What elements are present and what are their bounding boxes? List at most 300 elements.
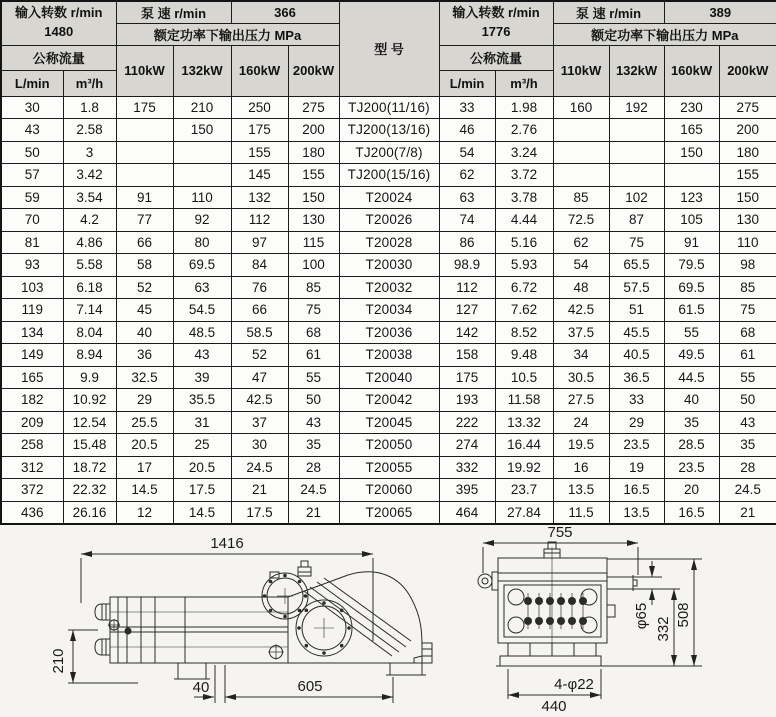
power-col-200-right: 200kW <box>719 45 776 96</box>
value-cell: 1.98 <box>495 96 553 119</box>
value-cell: 29 <box>609 411 664 434</box>
model-cell: T20030 <box>339 254 439 277</box>
side-base-dim: 605 <box>297 678 323 695</box>
value-cell: 63 <box>439 186 495 209</box>
model-cell: TJ200(13/16) <box>339 119 439 142</box>
value-cell: 75 <box>609 231 664 254</box>
value-cell: 40 <box>116 321 173 344</box>
value-cell: 21 <box>231 479 288 502</box>
value-cell: 274 <box>439 434 495 457</box>
value-cell: 97 <box>231 231 288 254</box>
power-col-200-left: 200kW <box>288 45 339 96</box>
value-cell: 74 <box>439 209 495 232</box>
value-cell: 258 <box>1 434 63 457</box>
value-cell <box>173 164 231 187</box>
value-cell: 76 <box>231 276 288 299</box>
value-cell: 436 <box>1 501 63 524</box>
model-cell: TJ200(11/16) <box>339 96 439 119</box>
value-cell: 27.84 <box>495 501 553 524</box>
value-cell: 3 <box>63 141 116 164</box>
value-cell <box>609 119 664 142</box>
value-cell: 24.5 <box>231 456 288 479</box>
value-cell: 30 <box>1 96 63 119</box>
value-cell: 34 <box>553 344 609 367</box>
value-cell: 17.5 <box>173 479 231 502</box>
input-speed-header-right <box>439 1 553 45</box>
value-cell: 16.5 <box>664 501 719 524</box>
value-cell: 63 <box>173 276 231 299</box>
value-cell: 165 <box>1 366 63 389</box>
model-cell: T20038 <box>339 344 439 367</box>
value-cell: 175 <box>116 96 173 119</box>
value-cell: 110 <box>173 186 231 209</box>
value-cell: 155 <box>288 164 339 187</box>
value-cell: 58.5 <box>231 321 288 344</box>
value-cell: 13.32 <box>495 411 553 434</box>
value-cell: 15.48 <box>63 434 116 457</box>
value-cell: 7.14 <box>63 299 116 322</box>
value-cell: 30.5 <box>553 366 609 389</box>
model-cell: T20050 <box>339 434 439 457</box>
value-cell: 81 <box>1 231 63 254</box>
value-cell: 112 <box>231 209 288 232</box>
value-cell: 175 <box>439 366 495 389</box>
value-cell: 92 <box>173 209 231 232</box>
table-row <box>1 321 776 344</box>
table-row <box>1 164 776 187</box>
value-cell: 61 <box>719 344 776 367</box>
model-cell: TJ200(7/8) <box>339 141 439 164</box>
side-height-dim: 210 <box>50 648 67 674</box>
value-cell <box>664 164 719 187</box>
value-cell: 26.16 <box>63 501 116 524</box>
value-cell: 50 <box>288 389 339 412</box>
table-row <box>1 119 776 142</box>
value-cell: 69.5 <box>173 254 231 277</box>
value-cell: 11.5 <box>553 501 609 524</box>
value-cell: 150 <box>288 186 339 209</box>
model-cell: T20032 <box>339 276 439 299</box>
end-shaft-dim: φ65 <box>633 602 650 630</box>
value-cell: 48.5 <box>173 321 231 344</box>
value-cell: 25.5 <box>116 411 173 434</box>
model-header: 型 号 <box>339 1 439 96</box>
value-cell: 115 <box>288 231 339 254</box>
value-cell: 29 <box>116 389 173 412</box>
value-cell: 68 <box>288 321 339 344</box>
unit-lmin-left: L/min <box>1 70 63 96</box>
value-cell: 149 <box>1 344 63 367</box>
value-cell: 28.5 <box>664 434 719 457</box>
value-cell: 119 <box>1 299 63 322</box>
value-cell: 52 <box>231 344 288 367</box>
table-row <box>1 501 776 524</box>
unit-m3h-left: m³/h <box>63 70 116 96</box>
value-cell: 134 <box>1 321 63 344</box>
value-cell: 100 <box>288 254 339 277</box>
table-row <box>1 276 776 299</box>
value-cell: 57.5 <box>609 276 664 299</box>
power-col-160-left: 160kW <box>231 45 288 96</box>
value-cell: 66 <box>116 231 173 254</box>
value-cell: 23.5 <box>609 434 664 457</box>
value-cell: 3.42 <box>63 164 116 187</box>
value-cell: 395 <box>439 479 495 502</box>
value-cell: 87 <box>609 209 664 232</box>
value-cell: 192 <box>609 96 664 119</box>
value-cell: 35.5 <box>173 389 231 412</box>
value-cell: 19 <box>609 456 664 479</box>
value-cell: 9.9 <box>63 366 116 389</box>
value-cell: 80 <box>173 231 231 254</box>
value-cell: 35 <box>288 434 339 457</box>
value-cell: 93 <box>1 254 63 277</box>
value-cell: 3.24 <box>495 141 553 164</box>
value-cell: 36 <box>116 344 173 367</box>
unit-m3h-right: m³/h <box>495 70 553 96</box>
value-cell: 54.5 <box>173 299 231 322</box>
dimension-drawings <box>0 525 776 717</box>
table-row <box>1 411 776 434</box>
value-cell: 16.5 <box>609 479 664 502</box>
value-cell <box>173 141 231 164</box>
value-cell: 35 <box>664 411 719 434</box>
value-cell <box>553 119 609 142</box>
value-cell: 230 <box>664 96 719 119</box>
value-cell: 23.7 <box>495 479 553 502</box>
value-cell: 14.5 <box>116 479 173 502</box>
value-cell: 13.5 <box>553 479 609 502</box>
value-cell: 165 <box>664 119 719 142</box>
input-speed-label-right: 输入转数 r/min <box>452 5 540 21</box>
value-cell: 110 <box>719 231 776 254</box>
end-total-height-dim: 508 <box>675 602 692 628</box>
value-cell: 155 <box>719 164 776 187</box>
value-cell: 18.72 <box>63 456 116 479</box>
value-cell: 32.5 <box>116 366 173 389</box>
value-cell: 158 <box>439 344 495 367</box>
value-cell: 40 <box>664 389 719 412</box>
value-cell: 145 <box>231 164 288 187</box>
value-cell: 43 <box>719 411 776 434</box>
value-cell: 150 <box>719 186 776 209</box>
model-cell: T20024 <box>339 186 439 209</box>
pump-speed-value-right: 389 <box>664 1 776 23</box>
value-cell: 102 <box>609 186 664 209</box>
pressure-header-left: 额定功率下输出压力 MPa <box>116 23 339 45</box>
value-cell: 17.5 <box>231 501 288 524</box>
end-holes-dim: 4-φ22 <box>554 676 594 693</box>
value-cell: 6.18 <box>63 276 116 299</box>
value-cell: 210 <box>173 96 231 119</box>
value-cell: 1.8 <box>63 96 116 119</box>
end-mid-height-dim: 332 <box>655 616 672 642</box>
value-cell: 5.93 <box>495 254 553 277</box>
value-cell: 62 <box>439 164 495 187</box>
pump-speed-value-left: 366 <box>231 1 339 23</box>
value-cell: 9.48 <box>495 344 553 367</box>
value-cell: 8.94 <box>63 344 116 367</box>
value-cell: 66 <box>231 299 288 322</box>
value-cell: 52 <box>116 276 173 299</box>
value-cell: 11.58 <box>495 389 553 412</box>
table-row <box>1 344 776 367</box>
value-cell: 14.5 <box>173 501 231 524</box>
value-cell: 112 <box>439 276 495 299</box>
value-cell: 37.5 <box>553 321 609 344</box>
value-cell: 10.5 <box>495 366 553 389</box>
value-cell: 150 <box>173 119 231 142</box>
value-cell: 68 <box>719 321 776 344</box>
power-col-132-right: 132kW <box>609 45 664 96</box>
value-cell: 43 <box>173 344 231 367</box>
value-cell: 132 <box>231 186 288 209</box>
value-cell: 2.58 <box>63 119 116 142</box>
value-cell: 33 <box>609 389 664 412</box>
value-cell: 59 <box>1 186 63 209</box>
model-cell: TJ200(15/16) <box>339 164 439 187</box>
value-cell: 209 <box>1 411 63 434</box>
value-cell: 28 <box>719 456 776 479</box>
value-cell: 10.92 <box>63 389 116 412</box>
unit-lmin-right: L/min <box>439 70 495 96</box>
model-cell: T20028 <box>339 231 439 254</box>
value-cell: 155 <box>231 141 288 164</box>
value-cell: 65.5 <box>609 254 664 277</box>
value-cell: 98 <box>719 254 776 277</box>
value-cell: 3.54 <box>63 186 116 209</box>
value-cell: 3.72 <box>495 164 553 187</box>
value-cell: 70 <box>1 209 63 232</box>
value-cell: 48 <box>553 276 609 299</box>
value-cell: 16 <box>553 456 609 479</box>
value-cell: 43 <box>288 411 339 434</box>
value-cell: 105 <box>664 209 719 232</box>
power-col-132-left: 132kW <box>173 45 231 96</box>
value-cell: 55 <box>664 321 719 344</box>
model-cell: T20042 <box>339 389 439 412</box>
value-cell: 49.5 <box>664 344 719 367</box>
value-cell: 372 <box>1 479 63 502</box>
value-cell: 20.5 <box>116 434 173 457</box>
value-cell: 91 <box>664 231 719 254</box>
value-cell: 23.5 <box>664 456 719 479</box>
power-col-110-right: 110kW <box>553 45 609 96</box>
value-cell: 85 <box>288 276 339 299</box>
model-cell: T20065 <box>339 501 439 524</box>
value-cell: 24.5 <box>719 479 776 502</box>
value-cell: 103 <box>1 276 63 299</box>
model-cell: T20060 <box>339 479 439 502</box>
value-cell: 182 <box>1 389 63 412</box>
table-row <box>1 231 776 254</box>
value-cell: 200 <box>288 119 339 142</box>
value-cell: 42.5 <box>231 389 288 412</box>
value-cell: 25 <box>173 434 231 457</box>
value-cell: 250 <box>231 96 288 119</box>
table-row <box>1 434 776 457</box>
value-cell: 222 <box>439 411 495 434</box>
table-row <box>1 299 776 322</box>
value-cell: 31 <box>173 411 231 434</box>
model-cell: T20055 <box>339 456 439 479</box>
input-speed-value-right: 1776 <box>481 24 511 40</box>
value-cell: 464 <box>439 501 495 524</box>
value-cell: 46 <box>439 119 495 142</box>
value-cell: 43 <box>1 119 63 142</box>
flow-header-left: 公称流量 <box>1 45 116 70</box>
value-cell: 275 <box>288 96 339 119</box>
value-cell: 51 <box>609 299 664 322</box>
table-row <box>1 254 776 277</box>
value-cell: 8.52 <box>495 321 553 344</box>
value-cell: 72.5 <box>553 209 609 232</box>
value-cell: 175 <box>231 119 288 142</box>
table-row <box>1 141 776 164</box>
value-cell: 45.5 <box>609 321 664 344</box>
table-row <box>1 389 776 412</box>
value-cell: 86 <box>439 231 495 254</box>
value-cell: 180 <box>719 141 776 164</box>
value-cell: 75 <box>288 299 339 322</box>
pump-speed-label-left: 泵 速 r/min <box>116 1 231 23</box>
value-cell: 127 <box>439 299 495 322</box>
value-cell: 275 <box>719 96 776 119</box>
value-cell: 20 <box>664 479 719 502</box>
value-cell: 3.78 <box>495 186 553 209</box>
value-cell: 160 <box>553 96 609 119</box>
value-cell <box>553 164 609 187</box>
value-cell: 22.32 <box>63 479 116 502</box>
value-cell: 28 <box>288 456 339 479</box>
value-cell: 44.5 <box>664 366 719 389</box>
value-cell: 19.92 <box>495 456 553 479</box>
value-cell <box>609 141 664 164</box>
value-cell: 24.5 <box>288 479 339 502</box>
value-cell: 98.9 <box>439 254 495 277</box>
value-cell: 12 <box>116 501 173 524</box>
value-cell: 79.5 <box>664 254 719 277</box>
value-cell: 13.5 <box>609 501 664 524</box>
value-cell: 35 <box>719 434 776 457</box>
side-length-dim: 1416 <box>210 535 244 552</box>
value-cell: 39 <box>173 366 231 389</box>
value-cell: 27.5 <box>553 389 609 412</box>
pressure-header-right: 额定功率下输出压力 MPa <box>553 23 776 45</box>
table-row <box>1 366 776 389</box>
value-cell: 6.72 <box>495 276 553 299</box>
value-cell: 91 <box>116 186 173 209</box>
value-cell: 50 <box>1 141 63 164</box>
input-speed-label-left: 输入转数 r/min <box>15 5 103 21</box>
value-cell: 16.44 <box>495 434 553 457</box>
table-row <box>1 96 776 119</box>
value-cell: 61.5 <box>664 299 719 322</box>
value-cell: 180 <box>288 141 339 164</box>
value-cell: 24 <box>553 411 609 434</box>
value-cell: 30 <box>231 434 288 457</box>
value-cell: 19.5 <box>553 434 609 457</box>
table-row <box>1 209 776 232</box>
value-cell: 4.44 <box>495 209 553 232</box>
value-cell: 85 <box>719 276 776 299</box>
value-cell <box>116 141 173 164</box>
model-cell: T20040 <box>339 366 439 389</box>
value-cell <box>116 119 173 142</box>
value-cell: 54 <box>553 254 609 277</box>
power-col-160-right: 160kW <box>664 45 719 96</box>
power-col-110-left: 110kW <box>116 45 173 96</box>
value-cell: 40.5 <box>609 344 664 367</box>
table-row <box>1 479 776 502</box>
value-cell: 142 <box>439 321 495 344</box>
input-speed-header-left <box>1 1 116 45</box>
model-cell: T20034 <box>339 299 439 322</box>
value-cell: 45 <box>116 299 173 322</box>
value-cell: 36.5 <box>609 366 664 389</box>
table-body <box>1 96 776 524</box>
pump-speed-label-right: 泵 速 r/min <box>553 1 664 23</box>
model-cell: T20045 <box>339 411 439 434</box>
value-cell <box>553 141 609 164</box>
model-cell: T20026 <box>339 209 439 232</box>
value-cell: 55 <box>288 366 339 389</box>
value-cell: 47 <box>231 366 288 389</box>
value-cell: 20.5 <box>173 456 231 479</box>
value-cell: 57 <box>1 164 63 187</box>
value-cell: 123 <box>664 186 719 209</box>
value-cell: 69.5 <box>664 276 719 299</box>
value-cell: 8.04 <box>63 321 116 344</box>
value-cell: 5.16 <box>495 231 553 254</box>
flow-header-right: 公称流量 <box>439 45 553 70</box>
value-cell: 58 <box>116 254 173 277</box>
value-cell: 21 <box>288 501 339 524</box>
value-cell: 62 <box>553 231 609 254</box>
model-cell: T20036 <box>339 321 439 344</box>
value-cell: 193 <box>439 389 495 412</box>
table-row <box>1 456 776 479</box>
value-cell: 84 <box>231 254 288 277</box>
value-cell: 200 <box>719 119 776 142</box>
value-cell: 4.2 <box>63 209 116 232</box>
side-offset-dim: 40 <box>192 679 210 696</box>
value-cell: 150 <box>664 141 719 164</box>
pump-end-view-drawing <box>450 525 776 717</box>
value-cell: 332 <box>439 456 495 479</box>
value-cell: 50 <box>719 389 776 412</box>
value-cell: 2.76 <box>495 119 553 142</box>
end-width-dim: 755 <box>547 525 573 541</box>
value-cell: 55 <box>719 366 776 389</box>
value-cell: 4.86 <box>63 231 116 254</box>
value-cell: 7.62 <box>495 299 553 322</box>
end-base-width-dim: 440 <box>541 698 567 715</box>
value-cell: 17 <box>116 456 173 479</box>
value-cell: 85 <box>553 186 609 209</box>
value-cell: 12.54 <box>63 411 116 434</box>
value-cell: 33 <box>439 96 495 119</box>
value-cell: 312 <box>1 456 63 479</box>
value-cell: 77 <box>116 209 173 232</box>
value-cell: 61 <box>288 344 339 367</box>
value-cell: 130 <box>719 209 776 232</box>
value-cell: 130 <box>288 209 339 232</box>
value-cell <box>116 164 173 187</box>
table-row <box>1 186 776 209</box>
value-cell: 75 <box>719 299 776 322</box>
value-cell: 5.58 <box>63 254 116 277</box>
